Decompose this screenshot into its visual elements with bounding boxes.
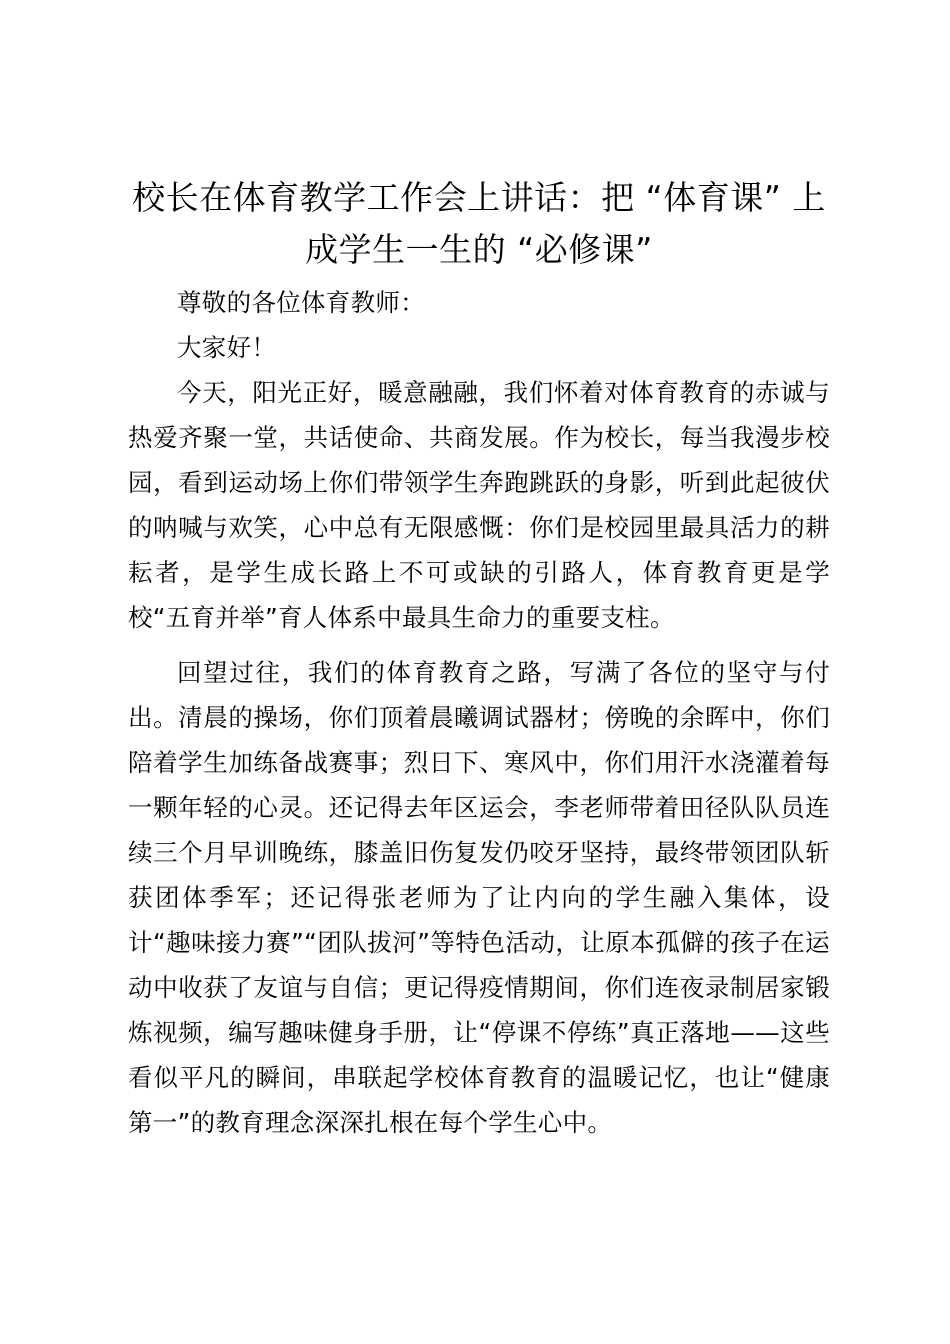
paragraph-2: 回望过往，我们的体育教育之路，写满了各位的坚守与付出。清晨的操场，你们顶着晨曦调试器材；傍晚的余晖中，你们陪着学生加练备战赛事；烈日下、寒风中，你们用汗水浇灌着每一颗年轻的心灵。还记得去年区运会，李老师带着田径队队员连续三个月早训晚练，膝盖旧伤复发仍咬牙坚持，最终带领团队斩获团体季军；还记得张老师为了让内向的学生融入集体，设计“趣味接力赛”“团队拔河”等特色活动，让原本孤僻的孩子在运动中收获了友谊与自信；更记得疫情期间，你们连夜录制居家锻炼视频，编写趣味健身手册，让“停课不停练”真正落地——这些看似平凡的瞬间，串联起学校体育教育的温暖记忆，也让“健康第一”的教育理念深深扎根在每个学生心中。	[128, 658, 830, 1137]
salutation: 尊敬的各位体育教师：	[177, 288, 425, 317]
greeting: 大家好！	[177, 333, 277, 362]
document-title: 校长在体育教学工作会上讲话：把 “体育课” 上成学生一生的 “必修课”	[132, 178, 826, 269]
document-body	[128, 280, 830, 1145]
paragraph-1: 今天，阳光正好，暖意融融，我们怀着对体育教育的赤诚与热爱齐聚一堂，共话使命、共商发展。作为校长，每当我漫步校园，看到运动场上你们带领学生奔跑跳跃的身影，听到此起彼伏的呐喊与欢笑，心中总有无限感慨：你们是校园里最具活力的耕耘者，是学生成长路上不可或缺的引路人，体育教育更是学校“五育并举”育人体系中最具生命力的重要支柱。	[128, 378, 830, 632]
